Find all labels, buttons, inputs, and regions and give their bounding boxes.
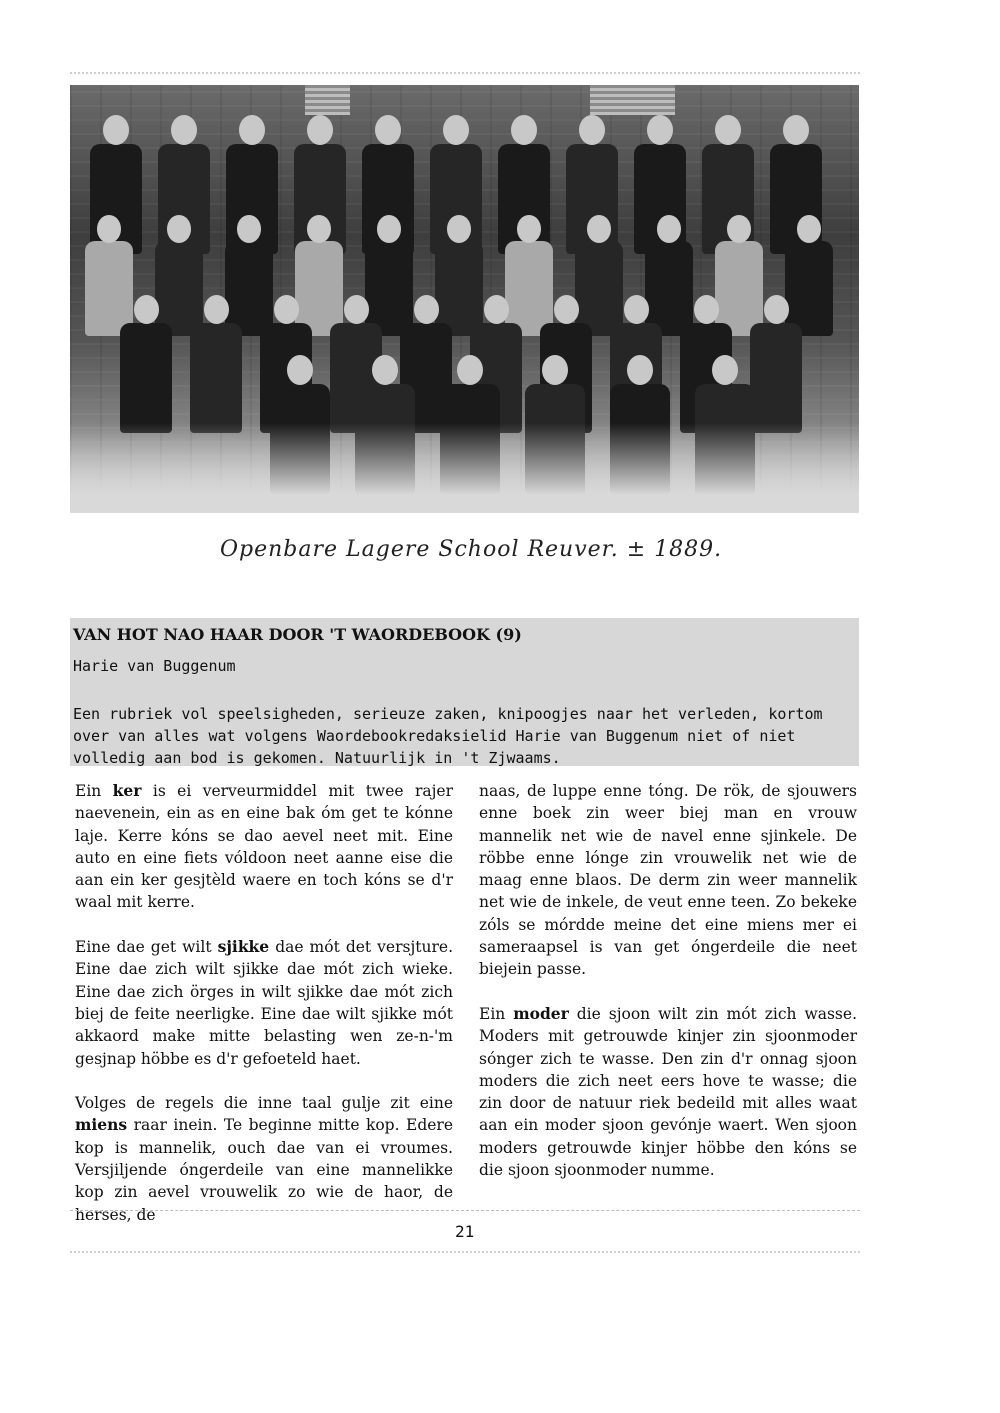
figure-head: [511, 115, 537, 145]
article-intro: Een rubriek vol speelsigheden, serieuze zaken, knipoogjes naar het verleden, kortom over van alles wat volgens Waordebookredaksielid Harie van Buggenum niet of niet volledig aan bod is gekomen. Natuurlijk in 't Zjwaams.: [73, 705, 823, 767]
figure-head: [103, 115, 129, 145]
paragraph-miens: [75, 1092, 453, 1226]
figure-head: [97, 215, 121, 243]
article-title: VAN HOT NAO HAAR DOOR 'T WAORDEBOOK (9): [73, 625, 522, 644]
figure-head: [239, 115, 265, 145]
figure-head: [587, 215, 611, 243]
text: raar inein. Te beginne mitte kop. Edere kop is mannelik, ouch dae van ei vroumes. Versjiljende óngerdeile van eine mannelikke kop zin aevel vrouwelik zo wie de haor, de herses, de: [75, 1116, 453, 1224]
keyword-sjikke: sjikke: [217, 937, 270, 957]
figure-head: [627, 355, 653, 385]
keyword-miens: miens: [75, 1115, 128, 1135]
photo-figure: [120, 295, 172, 430]
figure-head: [715, 115, 741, 145]
figure-head: [624, 295, 649, 324]
figure-head: [443, 115, 469, 145]
text: Ein: [75, 782, 113, 800]
keyword-moder: moder: [513, 1003, 569, 1023]
figure-head: [377, 215, 401, 243]
figure-head: [372, 355, 398, 385]
text: Eine dae get wilt: [75, 938, 218, 957]
figure-head: [375, 115, 401, 145]
paragraph-ker: [75, 780, 453, 914]
figure-head: [764, 295, 789, 324]
figure-head: [447, 215, 471, 243]
figure-head: [579, 115, 605, 145]
bottom-dashed-rule: [70, 1210, 860, 1211]
figure-head: [554, 295, 579, 324]
text: die sjoon wilt zin mót zich wasse. Moders mit getrouwde kinjer zin sjoonmoder sónger zich te wasse. Den zin d'r onnag sjoon moders die zich neet eers hove te wasse; die zin door de natuur riek bedeild mit alles waat aan ein moder sjoon gevónje waert. Wen sjoon moders getrouwde kinjer höbbe den kóns se die sjoon sjoonmoder numme.: [479, 1004, 857, 1180]
figure-head: [484, 295, 509, 324]
figure-body: [750, 323, 802, 433]
photo-figure: [190, 295, 242, 430]
bottom-dotted-rule: [70, 1251, 860, 1253]
figure-head: [204, 295, 229, 324]
keyword-ker: ker: [112, 781, 142, 800]
figure-head: [237, 215, 261, 243]
figure-body: [190, 323, 242, 433]
figure-head: [307, 115, 333, 145]
figure-head: [414, 295, 439, 324]
class-photo: [70, 85, 859, 513]
top-dotted-rule: [70, 72, 860, 74]
caption-area: [70, 513, 859, 618]
figure-head: [171, 115, 197, 145]
figure-head: [694, 295, 719, 324]
figure-head: [783, 115, 809, 145]
figure-head: [797, 215, 821, 243]
article-author: Harie van Buggenum: [73, 657, 236, 675]
figure-head: [647, 115, 673, 145]
paragraph-miens-continued: naas, de luppe enne tóng. De rök, de sjouwers enne boek zin weer biej man en vrouw mannelik net wie de navel enne sjinkele. De röbbe enne lónge zin vrouwelik net wie de maag enne blaos. De derm zin weer mannelik net wie de inkele, de veut enne teen. Zo bekeke zóls se mórdde meine det eine miens mer ei sameraapsel is van get óngerdeile die neet biejein passe.: [479, 782, 857, 979]
figure-head: [712, 355, 738, 385]
figure-head: [344, 295, 369, 324]
figure-head: [657, 215, 681, 243]
text: is ei verveurmiddel mit twee rajer naevenein, ein as en eine bak óm get te kónne laje. Kerre kóns se dao aevel neet mit. Eine auto en eine fiets vóldoon neet aanne eise die aan ein ker gesjtèld waere en toch kóns se d'r waal mit kerre.: [75, 782, 453, 912]
figure-head: [287, 355, 313, 385]
figure-head: [307, 215, 331, 243]
left-column: [75, 780, 453, 1248]
figure-head: [457, 355, 483, 385]
figure-head: [134, 295, 159, 324]
text: Volges de regels die inne taal gulje zit eine: [75, 1094, 453, 1113]
figure-head: [167, 215, 191, 243]
figure-body: [120, 323, 172, 433]
paragraph-sjikke: [75, 936, 453, 1070]
right-column: [479, 780, 857, 1204]
photo-figure: [750, 295, 802, 430]
text: Ein: [479, 1004, 514, 1023]
ground: [70, 423, 859, 513]
figure-head: [274, 295, 299, 324]
figure-head: [517, 215, 541, 243]
text: dae mót det versjture. Eine dae zich wilt sjikke dae mót zich wieke. Eine dae zich örges in wilt sjikke dae mót zich biej de feite neerligke. Eine dae wilt sjikke mót akkaord make mitte belasting wen ze-n-'m gesjnap höbbe es d'r gefoeteld haet.: [75, 938, 453, 1068]
page-number: 21: [455, 1222, 475, 1241]
photo-caption: Openbare Lagere School Reuver. ± 1889.: [220, 537, 723, 562]
figure-head: [727, 215, 751, 243]
figure-head: [542, 355, 568, 385]
paragraph-moder: [479, 1003, 857, 1181]
